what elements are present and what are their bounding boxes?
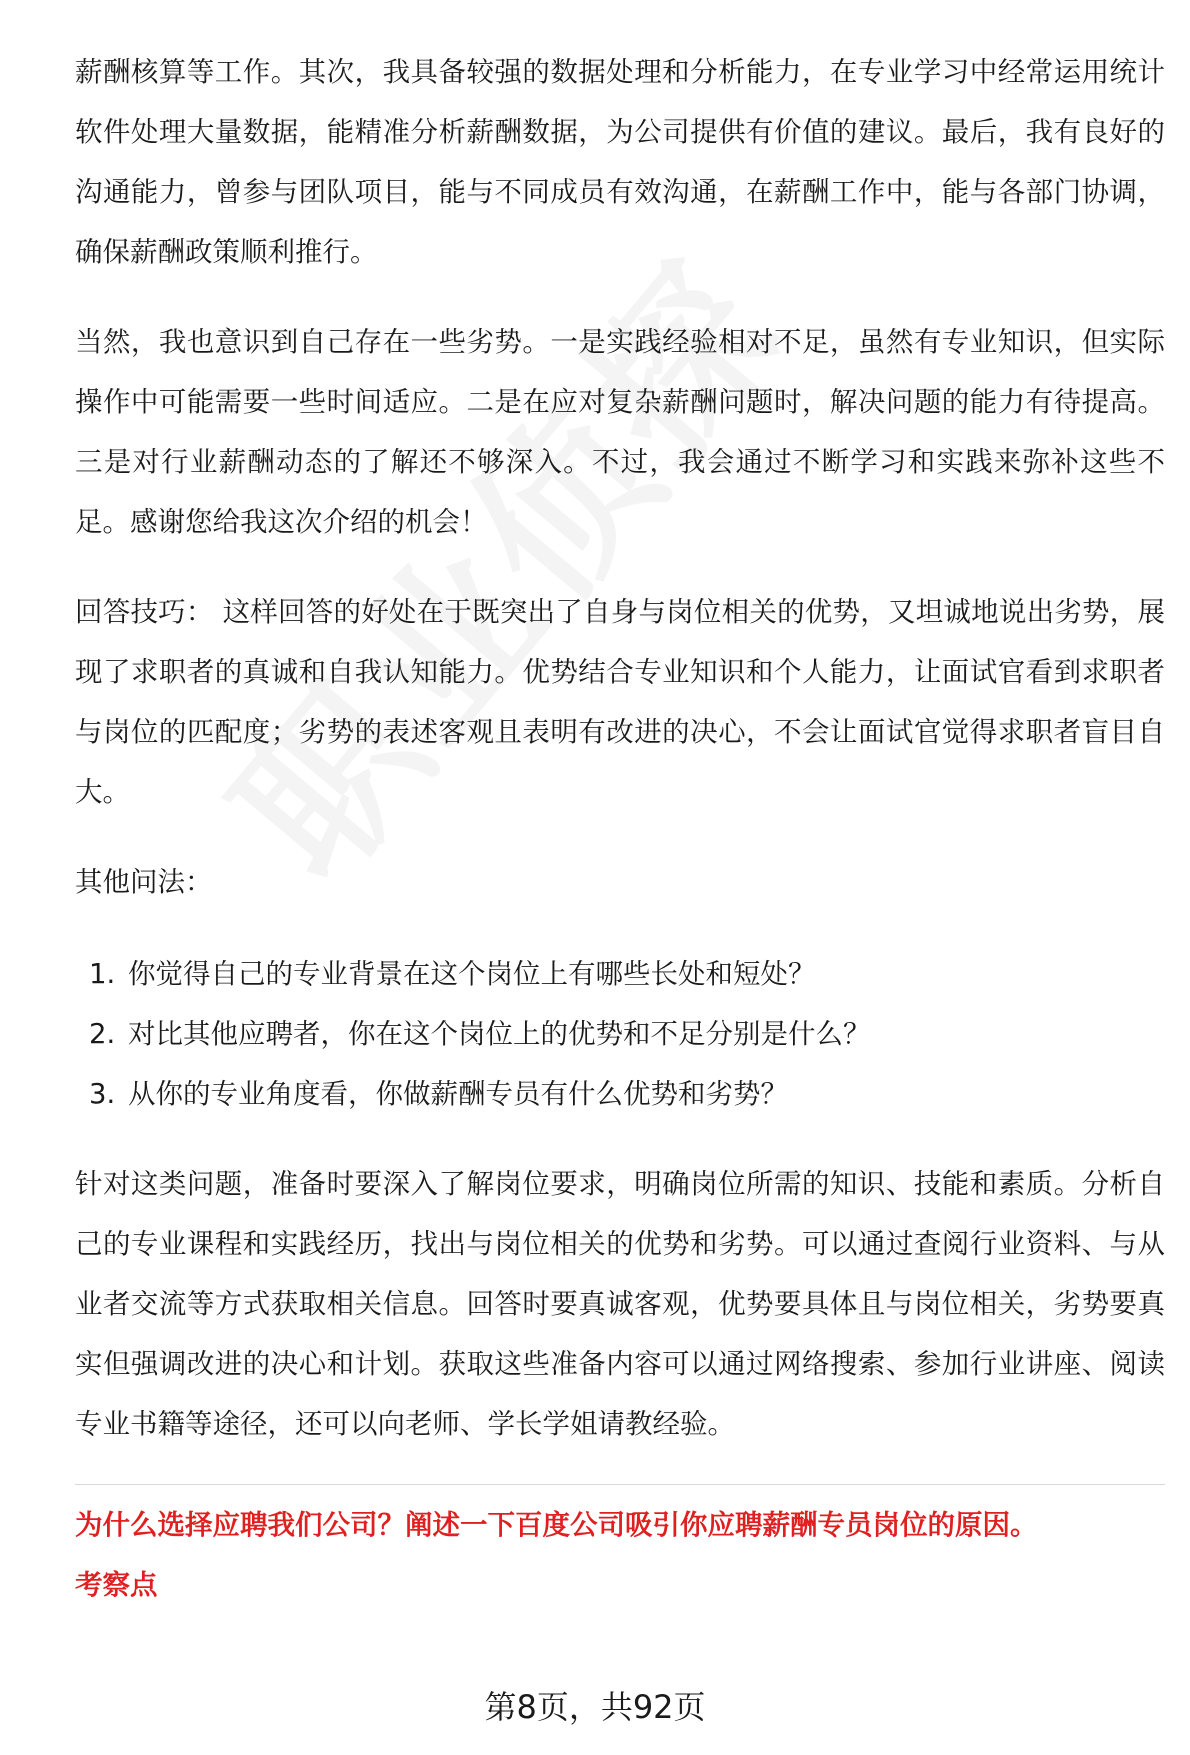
list-item	[89, 1004, 1165, 1064]
next-question-title: 为什么选择应聘我们公司？阐述一下百度公司吸引你应聘薪酬专员岗位的原因。	[75, 1509, 1038, 1541]
list-item-text: 从你的专业角度看，你做薪酬专员有什么优势和劣势？	[128, 1078, 788, 1110]
list-item-number: 3.	[89, 1078, 116, 1110]
list-item	[89, 944, 1165, 1004]
list-item-number: 2.	[89, 1018, 116, 1050]
other-questions-label: 其他问法：	[75, 866, 213, 898]
section-divider	[75, 1484, 1165, 1485]
list-item	[89, 1064, 1165, 1124]
list-item-text: 你觉得自己的专业背景在这个岗位上有哪些长处和短处？	[128, 958, 816, 990]
preparation-advice-paragraph: 针对这类问题，准备时要深入了解岗位要求，明确岗位所需的知识、技能和素质。分析自己的专业课程和实践经历，找出与岗位相关的优势和劣势。可以通过查阅行业资料、与从业者交流等方式获取相关信息。回答时要真诚客观，优势要具体且与岗位相关，劣势要真实但强调改进的决心和计划。获取这些准备内容可以通过网络搜索、参加行业讲座、阅读专业书籍等途径，还可以向老师、学长学姐请教经验。	[75, 1168, 1165, 1440]
other-questions-list	[75, 944, 1165, 1124]
list-item-number: 1.	[89, 958, 116, 990]
answer-paragraph-weaknesses: 当然，我也意识到自己存在一些劣势。一是实践经验相对不足，虽然有专业知识，但实际操作中可能需要一些时间适应。二是在应对复杂薪酬问题时，解决问题的能力有待提高。三是对行业薪酬动态的了解还不够深入。不过，我会通过不断学习和实践来弥补这些不足。感谢您给我这次介绍的机会！	[75, 326, 1165, 538]
document-body	[75, 42, 1165, 1615]
page-number: 第8页，共92页	[484, 1688, 706, 1726]
next-question-subtitle: 考察点	[75, 1569, 158, 1601]
answer-paragraph-strengths: 薪酬核算等工作。其次，我具备较强的数据处理和分析能力，在专业学习中经常运用统计软件处理大量数据，能精准分析薪酬数据，为公司提供有价值的建议。最后，我有良好的沟通能力，曾参与团队项目，能与不同成员有效沟通，在薪酬工作中，能与各部门协调，确保薪酬政策顺利推行。	[75, 56, 1165, 268]
list-item-text: 对比其他应聘者，你在这个岗位上的优势和不足分别是什么？	[128, 1018, 871, 1050]
answer-tips-paragraph: 回答技巧： 这样回答的好处在于既突出了自身与岗位相关的优势，又坦诚地说出劣势，展现了求职者的真诚和自我认知能力。优势结合专业知识和个人能力，让面试官看到求职者与岗位的匹配度；劣势的表述客观且表明有改进的决心，不会让面试官觉得求职者盲目自大。	[75, 596, 1165, 808]
